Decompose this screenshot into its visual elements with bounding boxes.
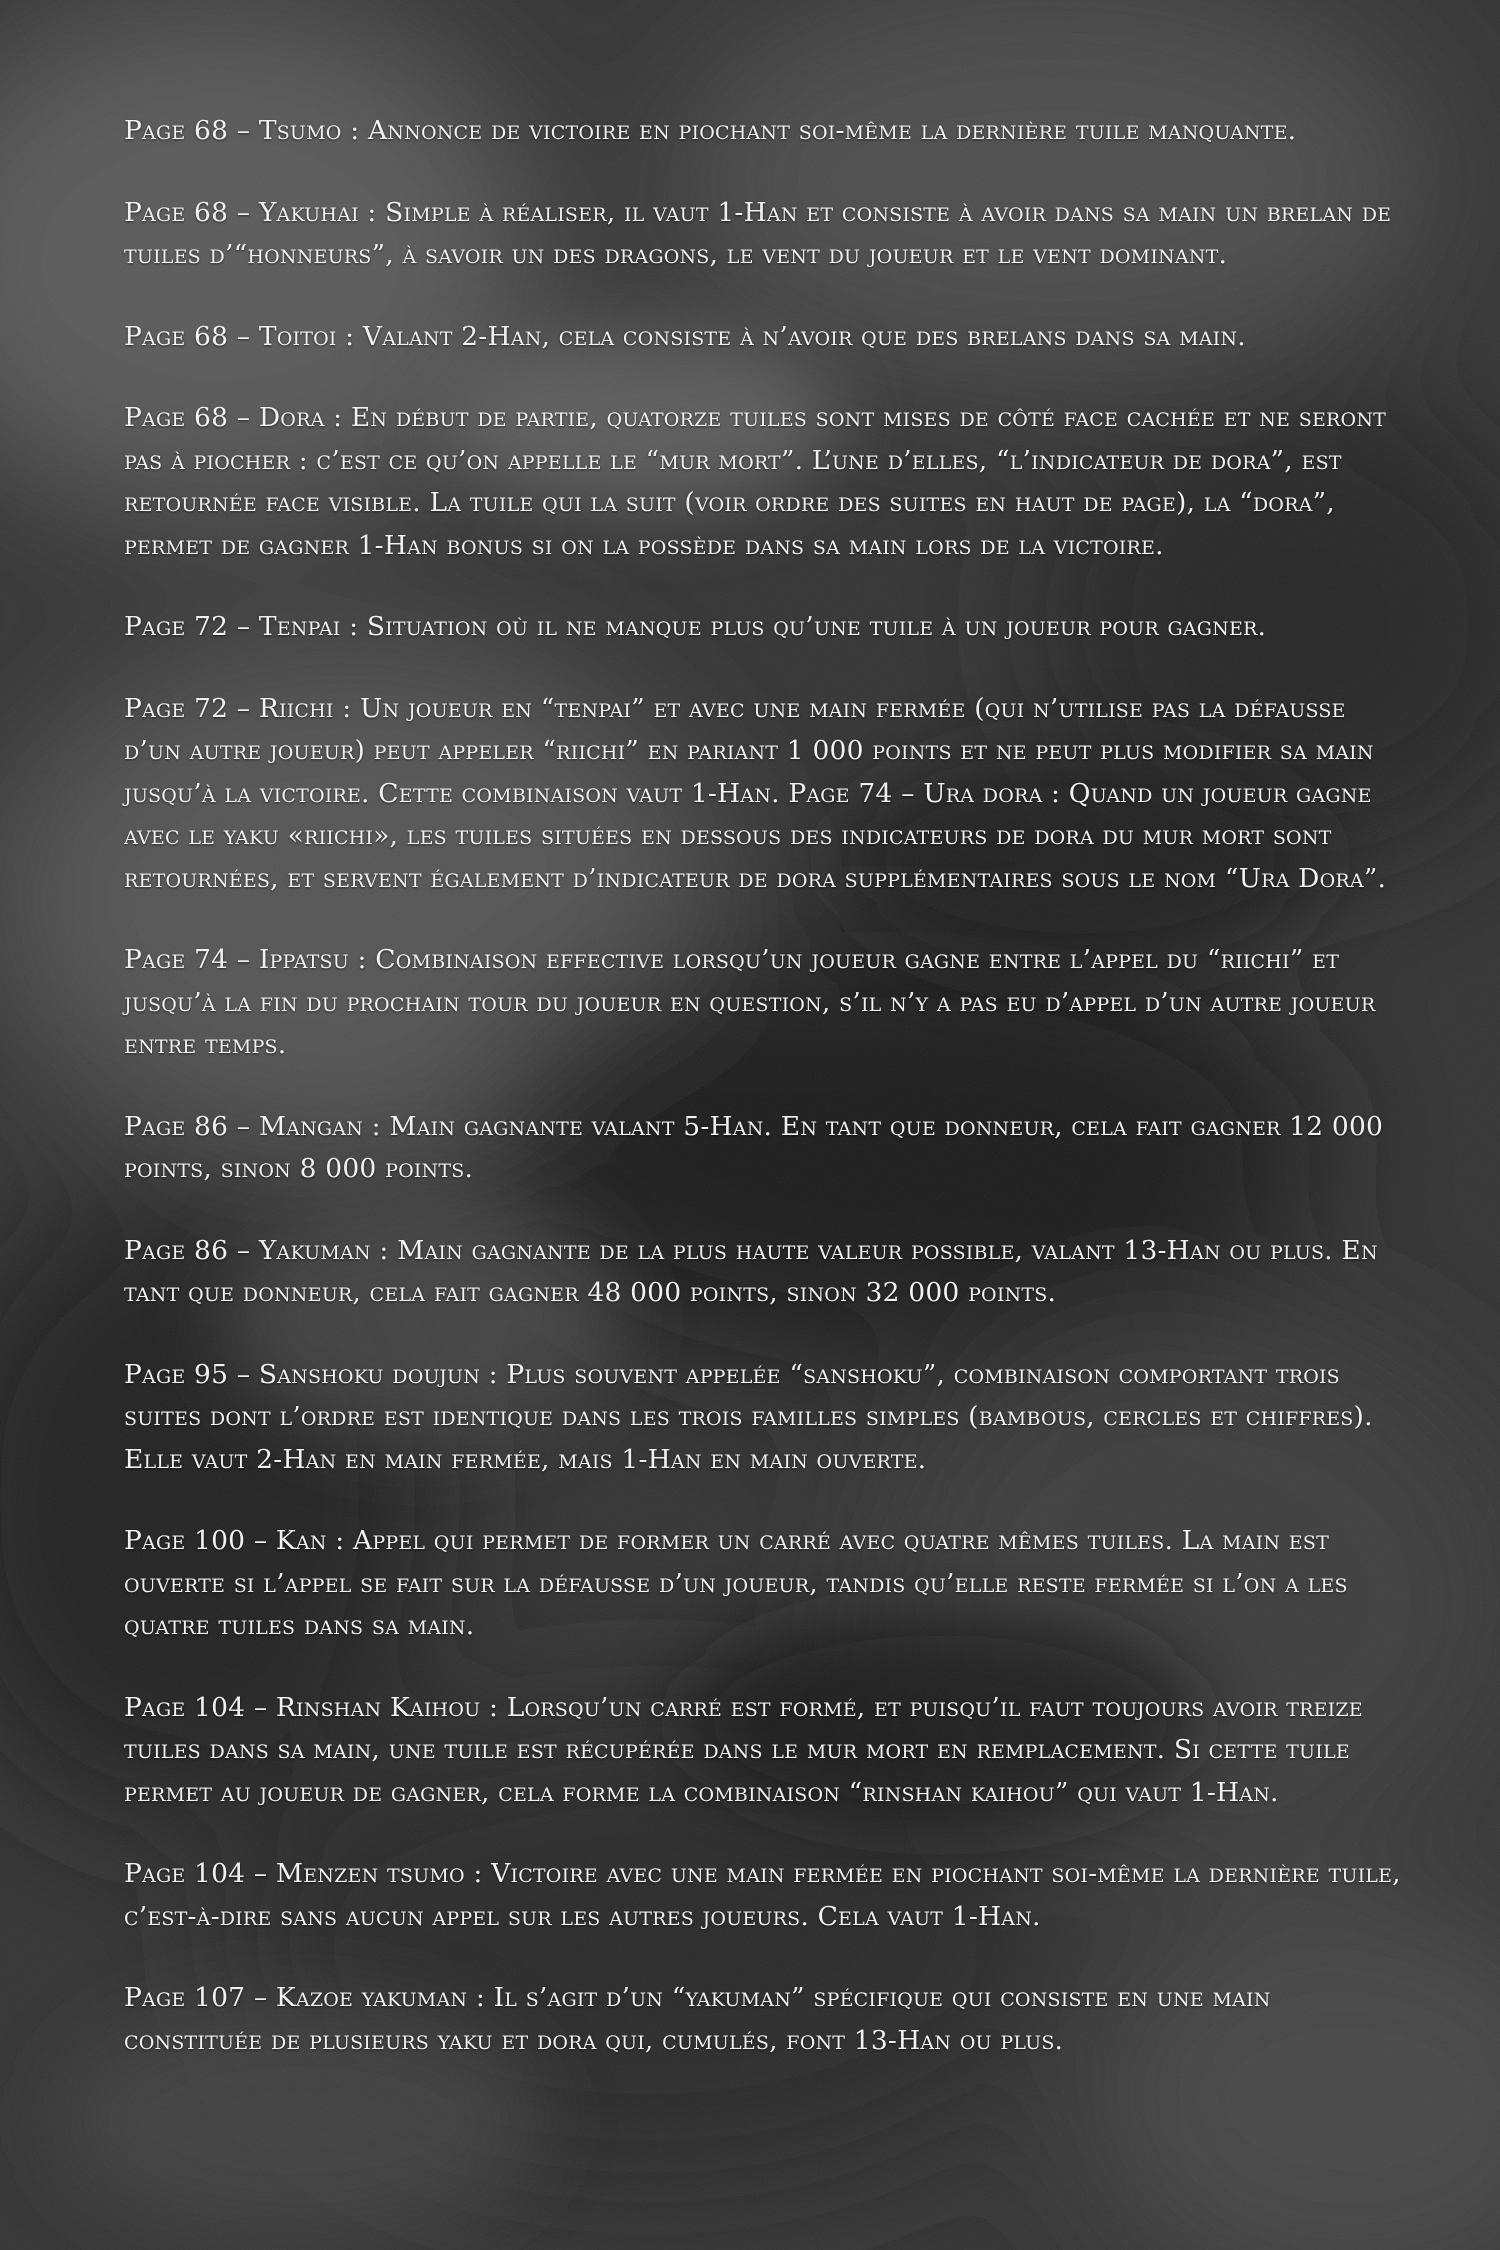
glossary-entry-tsumo: Page 68 – Tsumo : Annonce de victoire en piochant soi-même la dernière tuile manquante. [124, 115, 1297, 146]
glossary-text [124, 110, 1404, 2101]
glossary-entry-kan: Page 100 – Kan : Appel qui permet de former un carré avec quatre mêmes tuiles. La main est ouverte si l’appel se fait sur la défausse d’un joueur, tandis qu’elle reste fermée si l’on a les quatre tuiles dans sa main. [124, 1525, 1348, 1641]
glossary-entry-ippatsu: Page 74 – Ippatsu : Combinaison effective lorsqu’un joueur gagne entre l’appel du “riichi” et jusqu’à la fin du prochain tour du joueur en question, s’il n’y a pas eu d’appel d’un autre joueur entre temps. [124, 944, 1376, 1060]
glossary-entry-yakuman: Page 86 – Yakuman : Main gagnante de la plus haute valeur possible, valant 13-Han ou plus. En tant que donneur, cela fait gagner 48 000 points, sinon 32 000 points. [124, 1234, 1378, 1308]
glossary-entry-riichi: Page 72 – Riichi : Un joueur en “tenpai” et avec une main fermée (qui n’utilise pas la défausse d’un autre joueur) peut appeler “riichi” en pariant 1 000 points et ne peut plus modifier sa main jusqu’à la victoire. Cette combinaison vaut 1-Han. Page 74 – Ura dora : Quand un joueur gagne avec le yaku «riichi», les tuiles situées en dessous des indicateurs de dora du mur mort sont retournées, et servent également d’indicateur de dora supplémentaires sous le nom “Ura Dora”. [124, 692, 1387, 894]
glossary-entry-toitoi: Page 68 – Toitoi : Valant 2-Han, cela consiste à n’avoir que des brelans dans sa main. [124, 320, 1246, 352]
glossary-entry-rinshan-kaihou: Page 104 – Rinshan Kaihou : Lorsqu’un carré est formé, et puisqu’il faut toujours avoir treize tuiles dans sa main, une tuile est récupérée dans le mur mort en remplacement. Si cette tuile permet au joueur de gagner, cela forme la combinaison “rinshan kaihou” qui vaut 1-Han. [124, 1691, 1363, 1808]
glossary-entry-sanshoku-doujun: Page 95 – Sanshoku doujun : Plus souvent appelée “sanshoku”, combinaison comportant trois suites dont l’ordre est identique dans les trois familles simples (bambous, cercles et chiffres). Elle vaut 2-Han en main fermée, mais 1-Han en main ouverte. [124, 1358, 1373, 1475]
glossary-entry-menzen-tsumo: Page 104 – Menzen tsumo : Victoire avec une main fermée en piochant soi-même la dernière tuile, c’est-à-dire sans aucun appel sur les autres joueurs. Cela vaut 1-Han. [124, 1858, 1401, 1932]
glossary-entry-mangan: Page 86 – Mangan : Main gagnante valant 5-Han. En tant que donneur, cela fait gagner 12 000 points, sinon 8 000 points. [124, 1110, 1384, 1184]
glossary-entry-kazoe-yakuman: Page 107 – Kazoe yakuman : Il s’agit d’un “yakuman” spécifique qui consiste en une main constituée de plusieurs yaku et dora qui, cumulés, font 13-Han ou plus. [124, 1982, 1271, 2056]
glossary-entry-dora: Page 68 – Dora : En début de partie, quatorze tuiles sont mises de côté face cachée et ne seront pas à piocher : c’est ce qu’on appelle le “mur mort”. L’une d’elles, “l’indicateur de dora”, est retournée face visible. La tuile qui la suit (voir ordre des suites en haut de page), la “dora”, permet de gagner 1-Han bonus si on la possède dans sa main lors de la victoire. [124, 402, 1387, 561]
glossary-entry-tenpai: Page 72 – Tenpai : Situation où il ne manque plus qu’une tuile à un joueur pour gagner. [124, 611, 1267, 642]
glossary-entry-yakuhai: Page 68 – Yakuhai : Simple à réaliser, il vaut 1-Han et consiste à avoir dans sa main un brelan de tuiles d’“honneurs”, à savoir un des dragons, le vent du joueur et le vent dominant. [124, 196, 1392, 270]
